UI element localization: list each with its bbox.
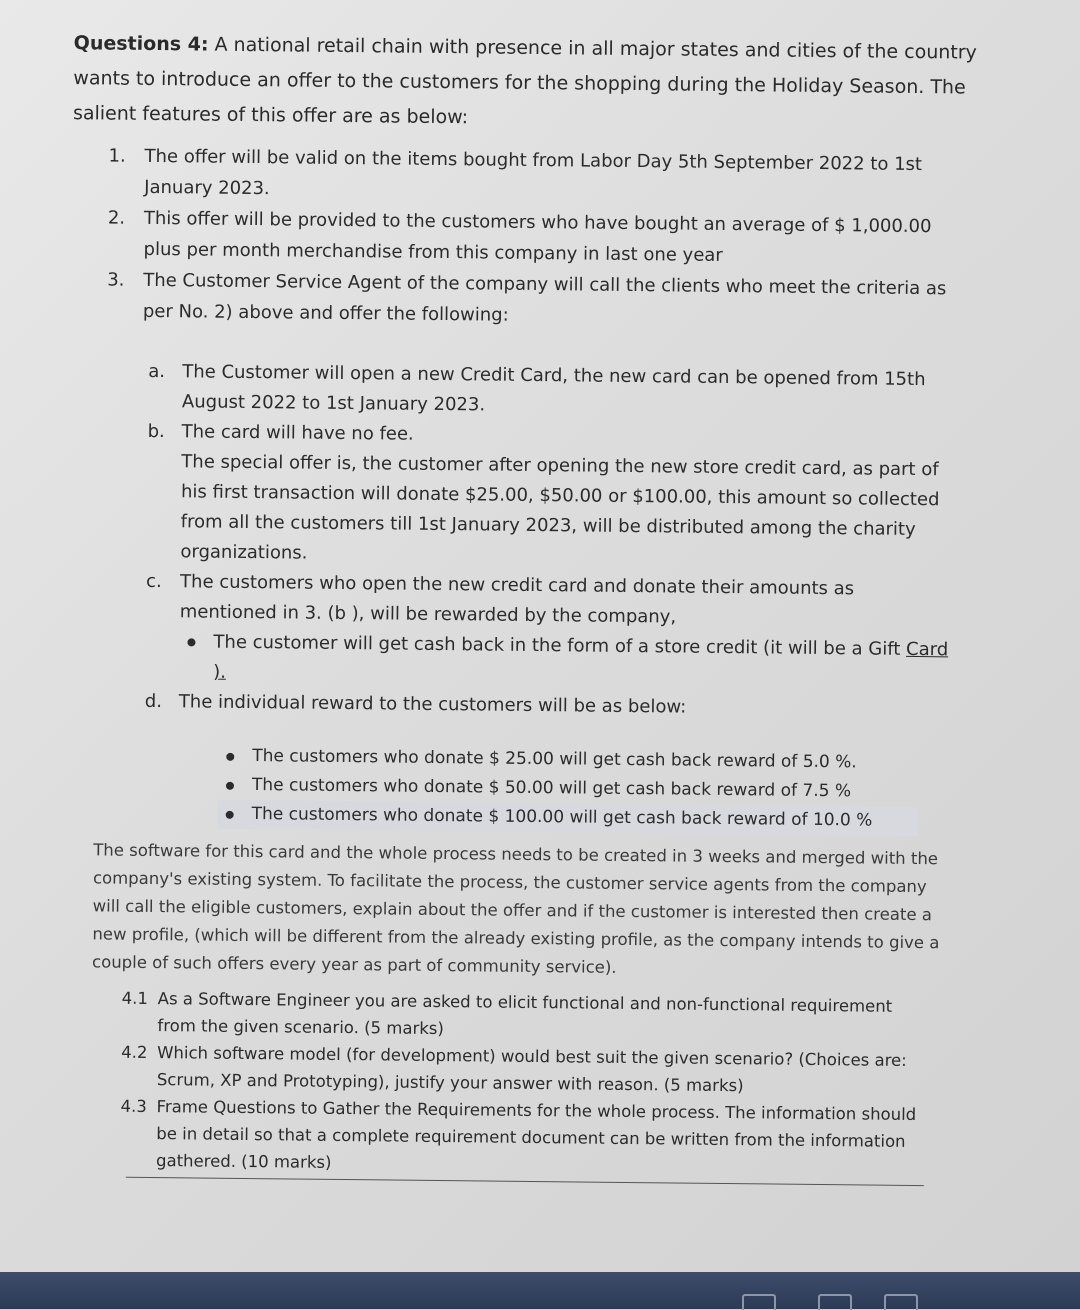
question-heading: Questions 4:	[73, 32, 209, 56]
list-text: This offer will be provided to the customers who have bought an average of $ 1,000.00 plus per month merchandise from this company in last one year	[143, 207, 932, 266]
numbered-list	[107, 141, 969, 336]
bullet-text: The customer will get cash back in the form of a store credit (it will be a Gift	[213, 631, 907, 660]
sub-question-text: Which software model (for development) would best suit the given scenario? (Choices are: Scrum, XP and Prototyping), justify your answer with reason. (5 marks)	[156, 1043, 907, 1096]
list-text: The Customer Service Agent of the company will call the clients who meet the criteria as per No. 2) above and offer the following:	[142, 269, 947, 326]
list-item: The customers who donate $ 50.00 will get cash back reward of 7.5 %	[218, 771, 918, 807]
list-letter: c.	[145, 570, 162, 593]
document-page	[47, 18, 1000, 1268]
list-text: The customers who open the new credit card and donate their amounts as mentioned in 3. (b ), will be rewarded by the company,	[179, 571, 855, 628]
sub-question	[121, 1039, 932, 1101]
sub-question-number: 4.1	[121, 988, 149, 1008]
list-item-highlighted: The customers who donate $ 100.00 will get cash back reward of 10.0 %	[218, 800, 918, 836]
list-text: The offer will be valid on the items bought from Labor Day 5th September 2022 to 1st January 2023.	[144, 145, 923, 200]
list-letter: d.	[144, 690, 163, 713]
list-number: 2.	[107, 207, 126, 229]
list-letter: a.	[148, 360, 166, 383]
sub-question-text: Frame Questions to Gather the Requirements for the whole process. The information should be in detail so that a complete requirement document can be written from the information gathered. (10 marks)	[155, 1097, 917, 1172]
list-item-a	[148, 357, 959, 425]
list-text: The individual reward to the customers will be as below:	[178, 691, 687, 718]
taskbar	[0, 1272, 1080, 1309]
sub-question	[121, 985, 932, 1047]
list-item	[108, 141, 969, 212]
question-intro	[73, 26, 984, 141]
sub-question-number: 4.2	[121, 1042, 148, 1062]
list-text: The Customer will open a new Credit Card, the new card can be opened from 15th August 2022 to 1st January 2023.	[181, 361, 926, 416]
taskbar-window-icon[interactable]	[884, 1294, 918, 1310]
taskbar-app-icon[interactable]	[742, 1294, 776, 1310]
gift-card-text: Card ).	[213, 638, 949, 683]
list-item	[179, 627, 956, 695]
lettered-list	[145, 357, 959, 725]
question-intro-text: A national retail chain with presence in all major states and cities of the country wants to introduce an offer to the customers for the shopping during the Holiday Season. The salient features of this offer are as below:	[72, 33, 977, 129]
sub-questions	[120, 985, 932, 1182]
list-item-c	[145, 567, 956, 695]
list-item	[107, 265, 968, 336]
software-paragraph: The software for this card and the whole process needs to be created in 3 weeks and merged with the company's existing system. To facilitate the process, the customer service agents from the company will call the eligible customers, explain about the offer and if the customer is interested then create a new profile, (which will be different from the already existing profile, as the company intends to give a couple of such offers every year as part of community service).	[92, 840, 940, 977]
list-text: The card will have no fee.	[181, 421, 414, 445]
special-offer-paragraph: The special offer is, the customer after opening the new store credit card, as part of his first transaction will donate $25.00, $50.00 or $100.00, this amount so collected from all the customers till 1st January 2023, will be distributed among the charity organizations.	[180, 451, 940, 564]
bullet-list	[179, 627, 956, 695]
list-item	[107, 203, 968, 274]
taskbar-window-icon[interactable]	[818, 1294, 852, 1310]
sub-question-number: 4.3	[120, 1096, 147, 1116]
list-item-b	[146, 417, 958, 575]
sub-question	[120, 1093, 931, 1182]
sub-question-text: As a Software Engineer you are asked to elicit functional and non-functional requirement from the given scenario. (5 marks)	[157, 989, 893, 1039]
list-item: The customers who donate $ 25.00 will get cash back reward of 5.0 %.	[218, 742, 918, 778]
list-number: 3.	[107, 269, 125, 291]
list-number: 1.	[108, 145, 126, 167]
list-letter: b.	[147, 420, 165, 443]
reward-list	[218, 742, 919, 836]
